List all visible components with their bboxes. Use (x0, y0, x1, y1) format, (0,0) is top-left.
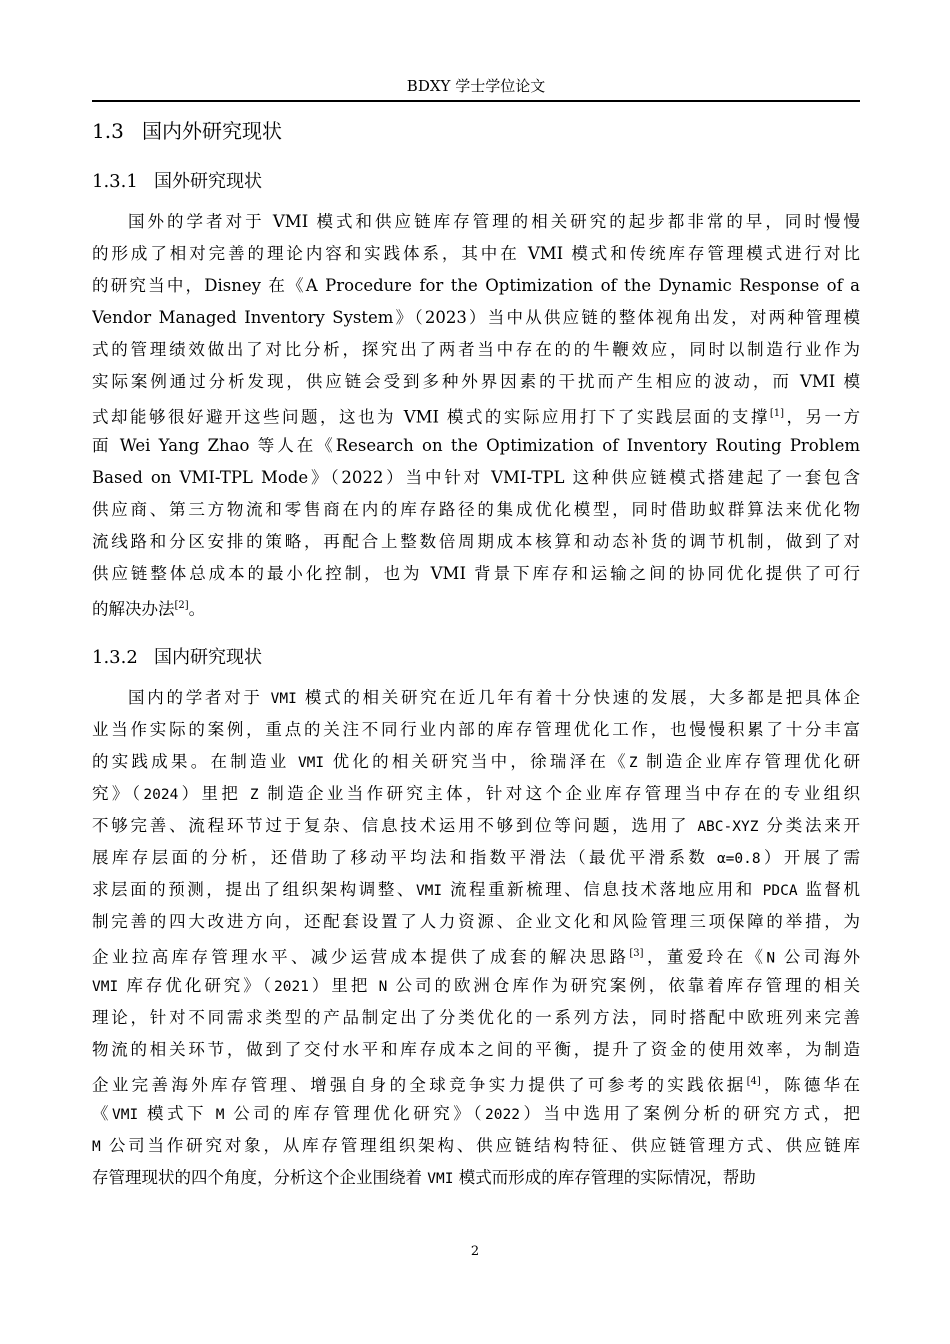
text-line: 供应商、第三方物流和零售商在内的库存路径的集成优化模型，同时借助蚁群算法来优化物 (92, 500, 860, 519)
text-line: 式却能够很好避开这些问题，这也为 VMI 模式的实际应用打下了实践层面的支撑[1]，另一方 (92, 407, 860, 427)
paragraph-domestic-research (92, 682, 860, 1194)
text-line: VMI 库存优化研究》（2021）里把 N 公司的欧洲仓库作为研究案例，依靠着库存管理的相关 (92, 976, 860, 995)
text-line: 面 Wei Yang Zhao 等人在《Research on the Optimization of Inventory Routing Problem (92, 436, 860, 455)
subsection-title: 国外研究现状 (154, 171, 262, 192)
subsection-heading-foreign (92, 168, 262, 196)
section-number: 1.3 (92, 119, 124, 143)
text-line: 企业拉高库存管理水平、减少运营成本提供了成套的解决思路[3]，董爱玲在《N 公司海外 (92, 947, 860, 967)
running-header: BDXY 学士学位论文 (406, 77, 546, 95)
header-rule (92, 100, 860, 102)
text-line: 《VMI 模式下 M 公司的库存管理优化研究》（2022）当中选用了案例分析的研究方式，把 (92, 1104, 860, 1123)
text-line: 企业完善海外库存管理、增强自身的全球竞争实力提供了可参考的实践依据[4]，陈德华在 (92, 1075, 860, 1095)
text-line: 业当作实际的案例，重点的关注不同行业内部的库存管理优化工作，也慢慢积累了十分丰富 (92, 720, 860, 739)
section-title: 国内外研究现状 (142, 119, 282, 143)
text-line: 究》（2024）里把 Z 制造企业当作研究主体，针对这个企业库存管理当中存在的专业组织 (92, 784, 860, 803)
text-line: 物流的相关环节，做到了交付水平和库存成本之间的平衡，提升了资金的使用效率，为制造 (92, 1040, 860, 1059)
text-line: 制完善的四大改进方向，还配套设置了人力资源、企业文化和风险管理三项保障的举措，为 (92, 912, 860, 931)
text-line: 理论，针对不同需求类型的产品制定出了分类优化的一系列方法，同时搭配中欧班列来完善 (92, 1008, 860, 1027)
text-line: 实际案例通过分析发现，供应链会受到多种外界因素的干扰而产生相应的波动，而 VMI 模 (92, 372, 860, 391)
subsection-heading-domestic (92, 644, 262, 672)
text-line: 存管理现状的四个角度，分析这个企业围绕着 VMI 模式而形成的库存管理的实际情况，帮助 (92, 1168, 756, 1187)
subsection-number: 1.3.1 (92, 171, 138, 192)
paragraph-foreign-research (92, 206, 860, 622)
subsection-number: 1.3.2 (92, 647, 138, 668)
text-line: 国外的学者对于 VMI 模式和供应链库存管理的相关研究的起步都非常的早，同时慢慢 (128, 212, 860, 231)
text-line: 的解决办法[2]。 (92, 599, 206, 619)
page-number: 2 (470, 1244, 480, 1259)
text-line: 不够完善、流程环节过于复杂、信息技术运用不够到位等问题，选用了 ABC-XYZ 分类法来开 (92, 816, 860, 835)
text-line: 展库存层面的分析，还借助了移动平均法和指数平滑法（最优平滑系数 α=0.8）开展了需 (92, 848, 860, 867)
text-line: 国内的学者对于 VMI 模式的相关研究在近几年有着十分快速的发展，大多都是把具体企 (128, 688, 860, 707)
text-line: M 公司当作研究对象，从库存管理组织架构、供应链结构特征、供应链管理方式、供应链库 (92, 1136, 860, 1155)
subsection-title: 国内研究现状 (154, 647, 262, 668)
text-line: 流线路和分区安排的策略，再配合上整数倍周期成本核算和动态补货的调节机制，做到了对 (92, 532, 860, 551)
text-line: Vendor Managed Inventory System》（2023）当中从供应链的整体视角出发，对两种管理模 (92, 308, 860, 327)
text-line: 的形成了相对完善的理论内容和实践体系，其中在 VMI 模式和传统库存管理模式进行对比 (92, 244, 860, 263)
text-line: 式的管理绩效做出了对比分析，探究出了两者当中存在的的牛鞭效应，同时以制造行业作为 (92, 340, 860, 359)
section-heading (92, 116, 282, 146)
text-line: 求层面的预测，提出了组织架构调整、VMI 流程重新梳理、信息技术落地应用和 PDCA 监督机 (92, 880, 860, 899)
text-line: 的实践成果。在制造业 VMI 优化的相关研究当中，徐瑞泽在《Z 制造企业库存管理优化研 (92, 752, 860, 771)
text-line: Based on VMI-TPL Mode》（2022）当中针对 VMI-TPL 这种供应链模式搭建起了一套包含 (92, 468, 860, 487)
text-line: 的研究当中，Disney 在《A Procedure for the Optimization of the Dynamic Response of a (92, 276, 860, 295)
text-line: 供应链整体总成本的最小化控制，也为 VMI 背景下库存和运输之间的协同优化提供了可行 (92, 564, 860, 583)
